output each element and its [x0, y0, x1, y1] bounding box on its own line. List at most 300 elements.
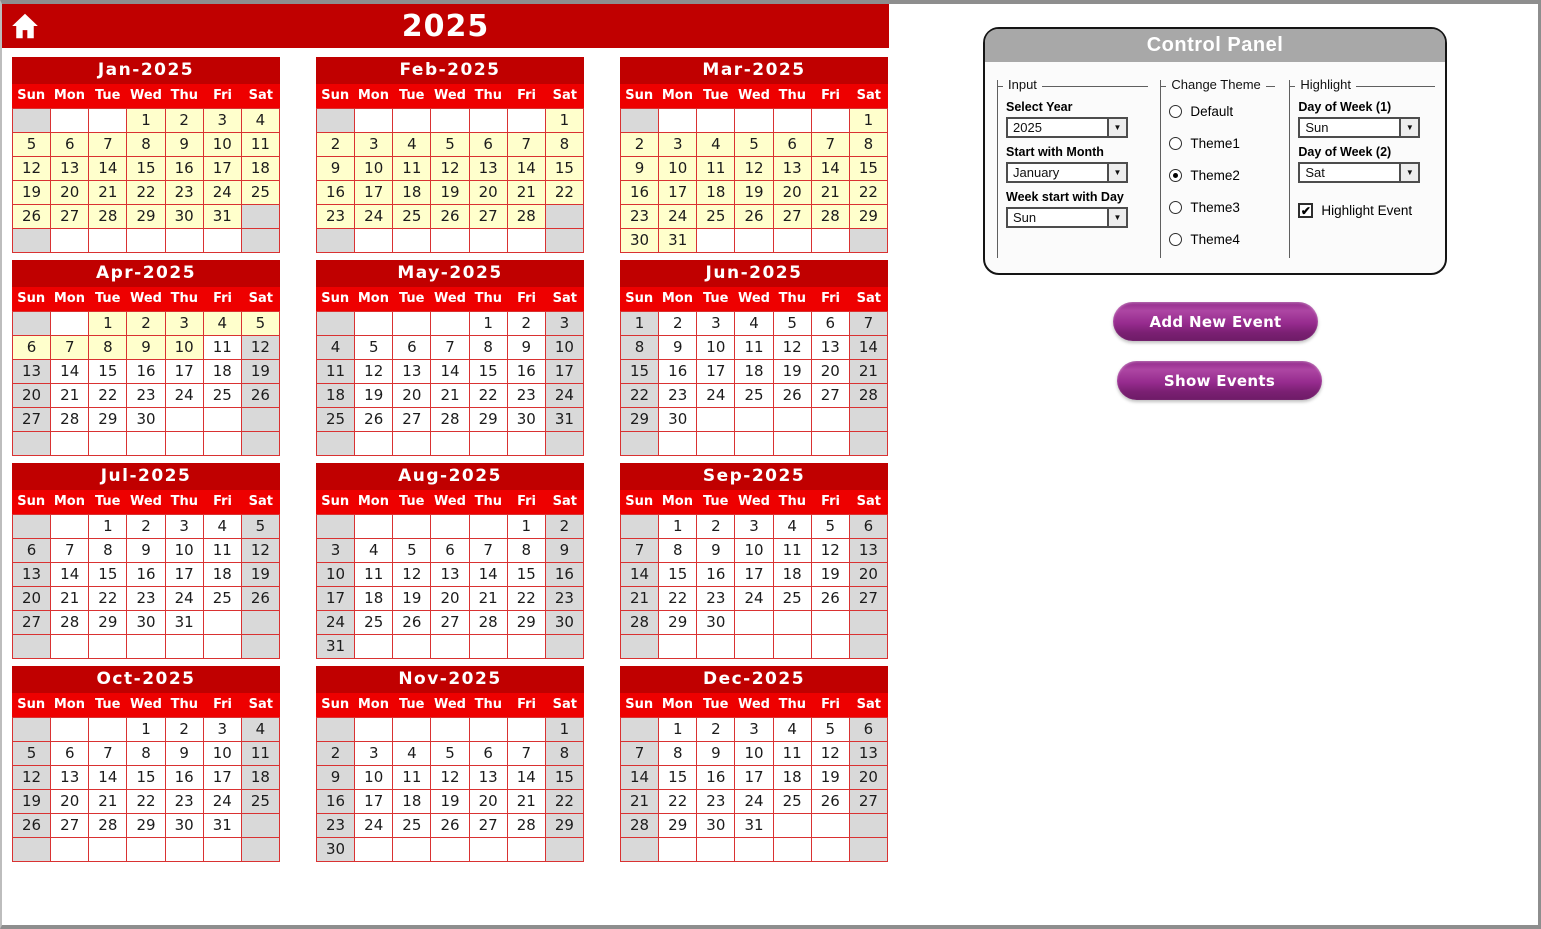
day-cell[interactable]: 14 — [88, 765, 126, 789]
day-cell[interactable]: 17 — [354, 180, 392, 204]
day-cell[interactable]: 27 — [50, 813, 88, 837]
day-cell[interactable]: 19 — [811, 765, 849, 789]
day-cell[interactable]: 4 — [203, 514, 241, 538]
day-cell[interactable]: 18 — [316, 383, 354, 407]
home-button[interactable] — [10, 12, 40, 42]
day-cell[interactable]: 6 — [50, 741, 88, 765]
day-cell[interactable]: 26 — [12, 204, 50, 228]
day-cell[interactable]: 14 — [849, 335, 887, 359]
day-cell[interactable]: 15 — [507, 562, 545, 586]
day-cell[interactable]: 9 — [507, 335, 545, 359]
day-cell[interactable]: 28 — [50, 610, 88, 634]
day-cell[interactable]: 12 — [12, 765, 50, 789]
day-cell[interactable]: 17 — [203, 765, 241, 789]
day-cell[interactable]: 10 — [165, 335, 203, 359]
day-cell[interactable]: 14 — [469, 562, 507, 586]
day-cell[interactable]: 10 — [316, 562, 354, 586]
day-cell[interactable]: 5 — [241, 514, 279, 538]
day-cell[interactable]: 2 — [126, 514, 164, 538]
day-cell[interactable]: 20 — [50, 789, 88, 813]
day-cell[interactable]: 3 — [203, 108, 241, 132]
day-cell[interactable]: 18 — [392, 180, 430, 204]
day-cell[interactable]: 1 — [849, 108, 887, 132]
day-cell[interactable]: 7 — [50, 538, 88, 562]
day-cell[interactable]: 30 — [126, 610, 164, 634]
day-cell[interactable]: 22 — [126, 789, 164, 813]
day-cell[interactable]: 23 — [165, 180, 203, 204]
day-cell[interactable]: 7 — [507, 132, 545, 156]
day-cell[interactable]: 13 — [469, 156, 507, 180]
day-cell[interactable]: 16 — [316, 789, 354, 813]
day-cell[interactable]: 15 — [545, 765, 583, 789]
day-cell[interactable]: 22 — [620, 383, 658, 407]
day-cell[interactable]: 29 — [126, 204, 164, 228]
day-cell[interactable]: 31 — [203, 813, 241, 837]
day-cell[interactable]: 15 — [658, 765, 696, 789]
day-cell[interactable]: 26 — [392, 610, 430, 634]
day-cell[interactable]: 22 — [545, 789, 583, 813]
day-cell[interactable]: 30 — [165, 813, 203, 837]
day-cell[interactable]: 23 — [507, 383, 545, 407]
day-cell[interactable]: 16 — [545, 562, 583, 586]
day-cell[interactable]: 11 — [241, 741, 279, 765]
day-cell[interactable]: 27 — [50, 204, 88, 228]
day-cell[interactable]: 2 — [696, 514, 734, 538]
day-cell[interactable]: 11 — [354, 562, 392, 586]
day-cell[interactable]: 22 — [658, 586, 696, 610]
day-cell[interactable]: 24 — [696, 383, 734, 407]
day-cell[interactable]: 21 — [507, 789, 545, 813]
day-cell[interactable]: 19 — [430, 180, 468, 204]
day-cell[interactable]: 25 — [354, 610, 392, 634]
day-cell[interactable]: 23 — [316, 813, 354, 837]
day-cell[interactable]: 17 — [734, 765, 772, 789]
day-cell[interactable]: 27 — [392, 407, 430, 431]
day-cell[interactable]: 14 — [811, 156, 849, 180]
day-cell[interactable]: 21 — [88, 180, 126, 204]
theme-radio-theme3[interactable]: Theme3 — [1169, 197, 1275, 218]
day-cell[interactable]: 30 — [507, 407, 545, 431]
day-cell[interactable]: 3 — [734, 717, 772, 741]
day-cell[interactable]: 20 — [392, 383, 430, 407]
day-cell[interactable]: 27 — [773, 204, 811, 228]
day-cell[interactable]: 27 — [849, 586, 887, 610]
day-cell[interactable]: 25 — [696, 204, 734, 228]
day-cell[interactable]: 6 — [430, 538, 468, 562]
day-cell[interactable]: 25 — [773, 789, 811, 813]
day-cell[interactable]: 10 — [734, 538, 772, 562]
day-cell[interactable]: 17 — [696, 359, 734, 383]
day-cell[interactable]: 23 — [696, 586, 734, 610]
day-cell[interactable]: 6 — [811, 311, 849, 335]
day-cell[interactable]: 23 — [126, 383, 164, 407]
day-cell[interactable]: 23 — [126, 586, 164, 610]
day-cell[interactable]: 13 — [773, 156, 811, 180]
day-cell[interactable]: 21 — [469, 586, 507, 610]
day-cell[interactable]: 18 — [241, 156, 279, 180]
day-cell[interactable]: 1 — [126, 717, 164, 741]
day-cell[interactable]: 6 — [469, 741, 507, 765]
day-cell[interactable]: 31 — [203, 204, 241, 228]
day-cell[interactable]: 6 — [469, 132, 507, 156]
day-cell[interactable]: 3 — [658, 132, 696, 156]
day-cell[interactable]: 14 — [507, 765, 545, 789]
day-cell[interactable]: 25 — [203, 586, 241, 610]
day-cell[interactable]: 21 — [430, 383, 468, 407]
day-cell[interactable]: 19 — [241, 359, 279, 383]
day-cell[interactable]: 7 — [88, 741, 126, 765]
day-cell[interactable]: 15 — [620, 359, 658, 383]
day-cell[interactable]: 29 — [849, 204, 887, 228]
day-cell[interactable]: 9 — [545, 538, 583, 562]
day-cell[interactable]: 5 — [811, 717, 849, 741]
dropdown-arrow-icon[interactable]: ▼ — [1107, 209, 1126, 226]
day-cell[interactable]: 2 — [316, 132, 354, 156]
day-cell[interactable]: 19 — [241, 562, 279, 586]
day-cell[interactable]: 14 — [620, 765, 658, 789]
day-cell[interactable]: 10 — [696, 335, 734, 359]
day-cell[interactable]: 12 — [354, 359, 392, 383]
day-cell[interactable]: 15 — [88, 562, 126, 586]
day-cell[interactable]: 6 — [849, 717, 887, 741]
day-cell[interactable]: 24 — [658, 204, 696, 228]
day-cell[interactable]: 19 — [734, 180, 772, 204]
day-cell[interactable]: 14 — [620, 562, 658, 586]
day-cell[interactable]: 12 — [773, 335, 811, 359]
day-cell[interactable]: 23 — [316, 204, 354, 228]
day-cell[interactable]: 7 — [620, 538, 658, 562]
day-cell[interactable]: 8 — [849, 132, 887, 156]
day-cell[interactable]: 12 — [241, 335, 279, 359]
day-cell[interactable]: 15 — [849, 156, 887, 180]
day-cell[interactable]: 19 — [392, 586, 430, 610]
day-cell[interactable]: 17 — [734, 562, 772, 586]
day-cell[interactable]: 25 — [241, 180, 279, 204]
day-cell[interactable]: 27 — [849, 789, 887, 813]
day-cell[interactable]: 25 — [203, 383, 241, 407]
day-cell[interactable]: 7 — [849, 311, 887, 335]
day-cell[interactable]: 29 — [620, 407, 658, 431]
day-cell[interactable]: 24 — [203, 789, 241, 813]
day-cell[interactable]: 24 — [203, 180, 241, 204]
day-cell[interactable]: 25 — [316, 407, 354, 431]
day-cell[interactable]: 15 — [658, 562, 696, 586]
day-cell[interactable]: 14 — [50, 562, 88, 586]
day-cell[interactable]: 20 — [773, 180, 811, 204]
day-cell[interactable]: 28 — [507, 204, 545, 228]
day-cell[interactable]: 7 — [811, 132, 849, 156]
day-cell[interactable]: 3 — [316, 538, 354, 562]
day-cell[interactable]: 13 — [12, 359, 50, 383]
day-cell[interactable]: 28 — [507, 813, 545, 837]
day-cell[interactable]: 8 — [88, 538, 126, 562]
day-cell[interactable]: 11 — [392, 156, 430, 180]
day-cell[interactable]: 26 — [811, 789, 849, 813]
day-cell[interactable]: 4 — [696, 132, 734, 156]
day-cell[interactable]: 30 — [165, 204, 203, 228]
day-cell[interactable]: 30 — [620, 228, 658, 252]
day-cell[interactable]: 15 — [126, 765, 164, 789]
day-cell[interactable]: 11 — [203, 335, 241, 359]
day-cell[interactable]: 20 — [469, 789, 507, 813]
day-cell[interactable]: 2 — [165, 717, 203, 741]
day-cell[interactable]: 16 — [316, 180, 354, 204]
day-cell[interactable]: 8 — [545, 741, 583, 765]
day-cell[interactable]: 8 — [88, 335, 126, 359]
day-cell[interactable]: 12 — [12, 156, 50, 180]
day-cell[interactable]: 27 — [469, 204, 507, 228]
day-cell[interactable]: 29 — [507, 610, 545, 634]
day-cell[interactable]: 15 — [469, 359, 507, 383]
day-cell[interactable]: 4 — [392, 132, 430, 156]
day-cell[interactable]: 9 — [316, 765, 354, 789]
day-cell[interactable]: 2 — [316, 741, 354, 765]
day-cell[interactable]: 18 — [696, 180, 734, 204]
add-new-event-button[interactable]: Add New Event — [1113, 302, 1318, 341]
day-cell[interactable]: 20 — [811, 359, 849, 383]
day-cell[interactable]: 4 — [354, 538, 392, 562]
day-cell[interactable]: 18 — [773, 765, 811, 789]
day-cell[interactable]: 24 — [165, 383, 203, 407]
day-cell[interactable]: 6 — [849, 514, 887, 538]
day-cell[interactable]: 24 — [354, 813, 392, 837]
day-cell[interactable]: 3 — [203, 717, 241, 741]
day-cell[interactable]: 19 — [12, 789, 50, 813]
day-cell[interactable]: 1 — [545, 108, 583, 132]
day-cell[interactable]: 25 — [392, 204, 430, 228]
day-cell[interactable]: 8 — [507, 538, 545, 562]
day-cell[interactable]: 12 — [430, 156, 468, 180]
day-cell[interactable]: 7 — [88, 132, 126, 156]
day-cell[interactable]: 22 — [849, 180, 887, 204]
day-cell[interactable]: 6 — [773, 132, 811, 156]
day-cell[interactable]: 26 — [734, 204, 772, 228]
day-cell[interactable]: 3 — [696, 311, 734, 335]
day-cell[interactable]: 1 — [88, 311, 126, 335]
day-cell[interactable]: 3 — [165, 514, 203, 538]
day-cell[interactable]: 11 — [696, 156, 734, 180]
day-cell[interactable]: 21 — [811, 180, 849, 204]
day-cell[interactable]: 26 — [811, 586, 849, 610]
day-cell[interactable]: 16 — [126, 359, 164, 383]
dropdown-arrow-icon[interactable]: ▼ — [1399, 164, 1418, 181]
day-cell[interactable]: 2 — [126, 311, 164, 335]
day-cell[interactable]: 7 — [620, 741, 658, 765]
day-cell[interactable]: 17 — [658, 180, 696, 204]
day-cell[interactable]: 29 — [658, 813, 696, 837]
day-cell[interactable]: 10 — [734, 741, 772, 765]
day-cell[interactable]: 29 — [126, 813, 164, 837]
day-cell[interactable]: 9 — [696, 538, 734, 562]
day-cell[interactable]: 30 — [696, 813, 734, 837]
day-cell[interactable]: 12 — [392, 562, 430, 586]
day-cell[interactable]: 8 — [126, 132, 164, 156]
day-cell[interactable]: 24 — [165, 586, 203, 610]
day-of-week-1-dropdown[interactable] — [1298, 117, 1420, 138]
day-cell[interactable]: 31 — [658, 228, 696, 252]
day-cell[interactable]: 26 — [12, 813, 50, 837]
day-cell[interactable]: 2 — [507, 311, 545, 335]
day-cell[interactable]: 17 — [165, 562, 203, 586]
day-cell[interactable]: 29 — [658, 610, 696, 634]
day-cell[interactable]: 20 — [12, 383, 50, 407]
day-cell[interactable]: 6 — [12, 335, 50, 359]
theme-radio-default[interactable]: Default — [1169, 101, 1275, 122]
day-cell[interactable]: 9 — [126, 335, 164, 359]
day-cell[interactable]: 19 — [354, 383, 392, 407]
day-cell[interactable]: 29 — [88, 610, 126, 634]
day-cell[interactable]: 25 — [392, 813, 430, 837]
day-cell[interactable]: 13 — [50, 156, 88, 180]
day-cell[interactable]: 6 — [12, 538, 50, 562]
day-cell[interactable]: 1 — [620, 311, 658, 335]
day-cell[interactable]: 13 — [849, 741, 887, 765]
day-cell[interactable]: 27 — [12, 407, 50, 431]
day-cell[interactable]: 1 — [658, 717, 696, 741]
day-cell[interactable]: 21 — [849, 359, 887, 383]
day-cell[interactable]: 4 — [773, 514, 811, 538]
day-cell[interactable]: 15 — [88, 359, 126, 383]
day-cell[interactable]: 27 — [12, 610, 50, 634]
day-cell[interactable]: 5 — [241, 311, 279, 335]
day-cell[interactable]: 30 — [658, 407, 696, 431]
day-cell[interactable]: 20 — [849, 562, 887, 586]
day-cell[interactable]: 2 — [658, 311, 696, 335]
day-cell[interactable]: 11 — [773, 538, 811, 562]
day-cell[interactable]: 22 — [88, 586, 126, 610]
day-cell[interactable]: 13 — [50, 765, 88, 789]
day-cell[interactable]: 31 — [316, 634, 354, 658]
day-cell[interactable]: 11 — [773, 741, 811, 765]
day-cell[interactable]: 8 — [126, 741, 164, 765]
day-cell[interactable]: 13 — [811, 335, 849, 359]
day-cell[interactable]: 5 — [811, 514, 849, 538]
day-cell[interactable]: 19 — [430, 789, 468, 813]
day-cell[interactable]: 22 — [507, 586, 545, 610]
day-cell[interactable]: 7 — [507, 741, 545, 765]
day-cell[interactable]: 16 — [126, 562, 164, 586]
day-cell[interactable]: 11 — [203, 538, 241, 562]
day-cell[interactable]: 4 — [241, 717, 279, 741]
day-cell[interactable]: 9 — [620, 156, 658, 180]
day-cell[interactable]: 2 — [545, 514, 583, 538]
day-cell[interactable]: 8 — [469, 335, 507, 359]
day-cell[interactable]: 20 — [12, 586, 50, 610]
day-cell[interactable]: 13 — [849, 538, 887, 562]
day-cell[interactable]: 19 — [811, 562, 849, 586]
day-cell[interactable]: 30 — [126, 407, 164, 431]
day-cell[interactable]: 10 — [203, 741, 241, 765]
day-cell[interactable]: 5 — [12, 741, 50, 765]
day-cell[interactable]: 29 — [88, 407, 126, 431]
day-cell[interactable]: 9 — [165, 132, 203, 156]
day-cell[interactable]: 4 — [203, 311, 241, 335]
day-cell[interactable]: 12 — [811, 741, 849, 765]
day-cell[interactable]: 5 — [773, 311, 811, 335]
day-cell[interactable]: 11 — [316, 359, 354, 383]
day-cell[interactable]: 25 — [241, 789, 279, 813]
day-cell[interactable]: 12 — [734, 156, 772, 180]
day-cell[interactable]: 24 — [316, 610, 354, 634]
day-cell[interactable]: 1 — [469, 311, 507, 335]
day-cell[interactable]: 20 — [430, 586, 468, 610]
day-cell[interactable]: 4 — [392, 741, 430, 765]
day-cell[interactable]: 8 — [620, 335, 658, 359]
day-cell[interactable]: 28 — [620, 813, 658, 837]
day-cell[interactable]: 1 — [88, 514, 126, 538]
day-cell[interactable]: 28 — [430, 407, 468, 431]
day-cell[interactable]: 16 — [658, 359, 696, 383]
day-cell[interactable]: 5 — [392, 538, 430, 562]
day-cell[interactable]: 8 — [658, 538, 696, 562]
day-cell[interactable]: 28 — [849, 383, 887, 407]
day-cell[interactable]: 26 — [241, 383, 279, 407]
day-cell[interactable]: 1 — [658, 514, 696, 538]
day-cell[interactable]: 24 — [734, 586, 772, 610]
day-cell[interactable]: 21 — [50, 586, 88, 610]
day-cell[interactable]: 21 — [620, 789, 658, 813]
day-cell[interactable]: 17 — [354, 789, 392, 813]
day-cell[interactable]: 11 — [392, 765, 430, 789]
day-cell[interactable]: 23 — [658, 383, 696, 407]
day-cell[interactable]: 22 — [658, 789, 696, 813]
day-cell[interactable]: 3 — [545, 311, 583, 335]
day-cell[interactable]: 26 — [430, 204, 468, 228]
day-cell[interactable]: 11 — [241, 132, 279, 156]
day-cell[interactable]: 18 — [392, 789, 430, 813]
day-cell[interactable]: 9 — [658, 335, 696, 359]
day-cell[interactable]: 17 — [316, 586, 354, 610]
day-cell[interactable]: 14 — [88, 156, 126, 180]
day-cell[interactable]: 3 — [734, 514, 772, 538]
dropdown-arrow-icon[interactable]: ▼ — [1107, 119, 1126, 136]
day-cell[interactable]: 10 — [658, 156, 696, 180]
day-cell[interactable]: 5 — [354, 335, 392, 359]
day-cell[interactable]: 4 — [241, 108, 279, 132]
day-cell[interactable]: 8 — [658, 741, 696, 765]
day-cell[interactable]: 24 — [354, 204, 392, 228]
day-cell[interactable]: 20 — [849, 765, 887, 789]
day-cell[interactable]: 5 — [430, 741, 468, 765]
day-cell[interactable]: 13 — [12, 562, 50, 586]
day-cell[interactable]: 14 — [50, 359, 88, 383]
day-cell[interactable]: 14 — [430, 359, 468, 383]
day-cell[interactable]: 21 — [88, 789, 126, 813]
day-cell[interactable]: 31 — [734, 813, 772, 837]
day-cell[interactable]: 5 — [734, 132, 772, 156]
day-cell[interactable]: 1 — [507, 514, 545, 538]
day-cell[interactable]: 4 — [773, 717, 811, 741]
day-cell[interactable]: 18 — [773, 562, 811, 586]
day-cell[interactable]: 16 — [696, 765, 734, 789]
day-cell[interactable]: 28 — [811, 204, 849, 228]
day-cell[interactable]: 4 — [734, 311, 772, 335]
day-cell[interactable]: 26 — [241, 586, 279, 610]
day-cell[interactable]: 20 — [469, 180, 507, 204]
dropdown-arrow-icon[interactable]: ▼ — [1399, 119, 1418, 136]
day-cell[interactable]: 14 — [507, 156, 545, 180]
day-cell[interactable]: 3 — [165, 311, 203, 335]
day-cell[interactable]: 9 — [696, 741, 734, 765]
day-cell[interactable]: 12 — [430, 765, 468, 789]
day-cell[interactable]: 5 — [12, 132, 50, 156]
day-cell[interactable]: 27 — [430, 610, 468, 634]
day-cell[interactable]: 6 — [392, 335, 430, 359]
day-cell[interactable]: 18 — [203, 562, 241, 586]
day-cell[interactable]: 21 — [50, 383, 88, 407]
select-year-dropdown[interactable] — [1006, 117, 1128, 138]
day-cell[interactable]: 7 — [430, 335, 468, 359]
